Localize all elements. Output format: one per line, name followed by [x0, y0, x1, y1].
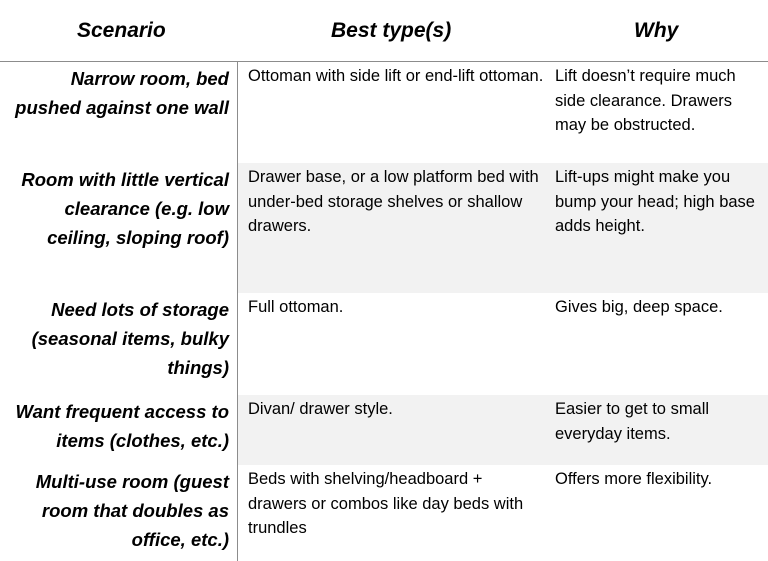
scenario-cell: Multi-use room (guest room that doubles as office, etc.) — [35, 471, 229, 550]
scenario-cell: Room with little vertical clearance (e.g. low ceiling, sloping roof) — [21, 169, 229, 248]
header-scenario: Scenario — [77, 19, 166, 42]
table-row — [0, 62, 768, 163]
scenario-cell: Narrow room, bed pushed against one wall — [15, 68, 229, 118]
table-row — [0, 163, 768, 293]
table-row — [0, 293, 768, 395]
column-divider — [237, 62, 238, 561]
why-cell: Lift-ups might make you bump your head; high base adds height. — [555, 168, 755, 235]
table-row — [0, 465, 768, 561]
best-type-cell: Ottoman with side lift or end-lift ottoman. — [248, 67, 544, 85]
best-type-cell: Full ottoman. — [248, 298, 344, 316]
best-type-cell: Beds with shelving/headboard + drawers or combos like day beds with trundles — [248, 470, 524, 537]
why-cell: Easier to get to small everyday items. — [555, 400, 710, 443]
why-cell: Gives big, deep space. — [555, 298, 723, 316]
table-row — [0, 395, 768, 465]
table-header — [0, 0, 768, 62]
best-type-cell: Drawer base, or a low platform bed with under-bed storage shelves or shallow drawers. — [248, 168, 539, 235]
best-type-cell: Divan/ drawer style. — [248, 400, 393, 418]
why-cell: Lift doesn’t require much side clearance. Drawers may be obstructed. — [555, 67, 736, 134]
header-best-types: Best type(s) — [331, 19, 452, 42]
header-why: Why — [634, 19, 679, 42]
scenario-cell: Want frequent access to items (clothes, etc.) — [15, 401, 229, 451]
why-cell: Offers more flexibility. — [555, 470, 713, 488]
scenario-cell: Need lots of storage (seasonal items, bulky things) — [31, 299, 229, 378]
